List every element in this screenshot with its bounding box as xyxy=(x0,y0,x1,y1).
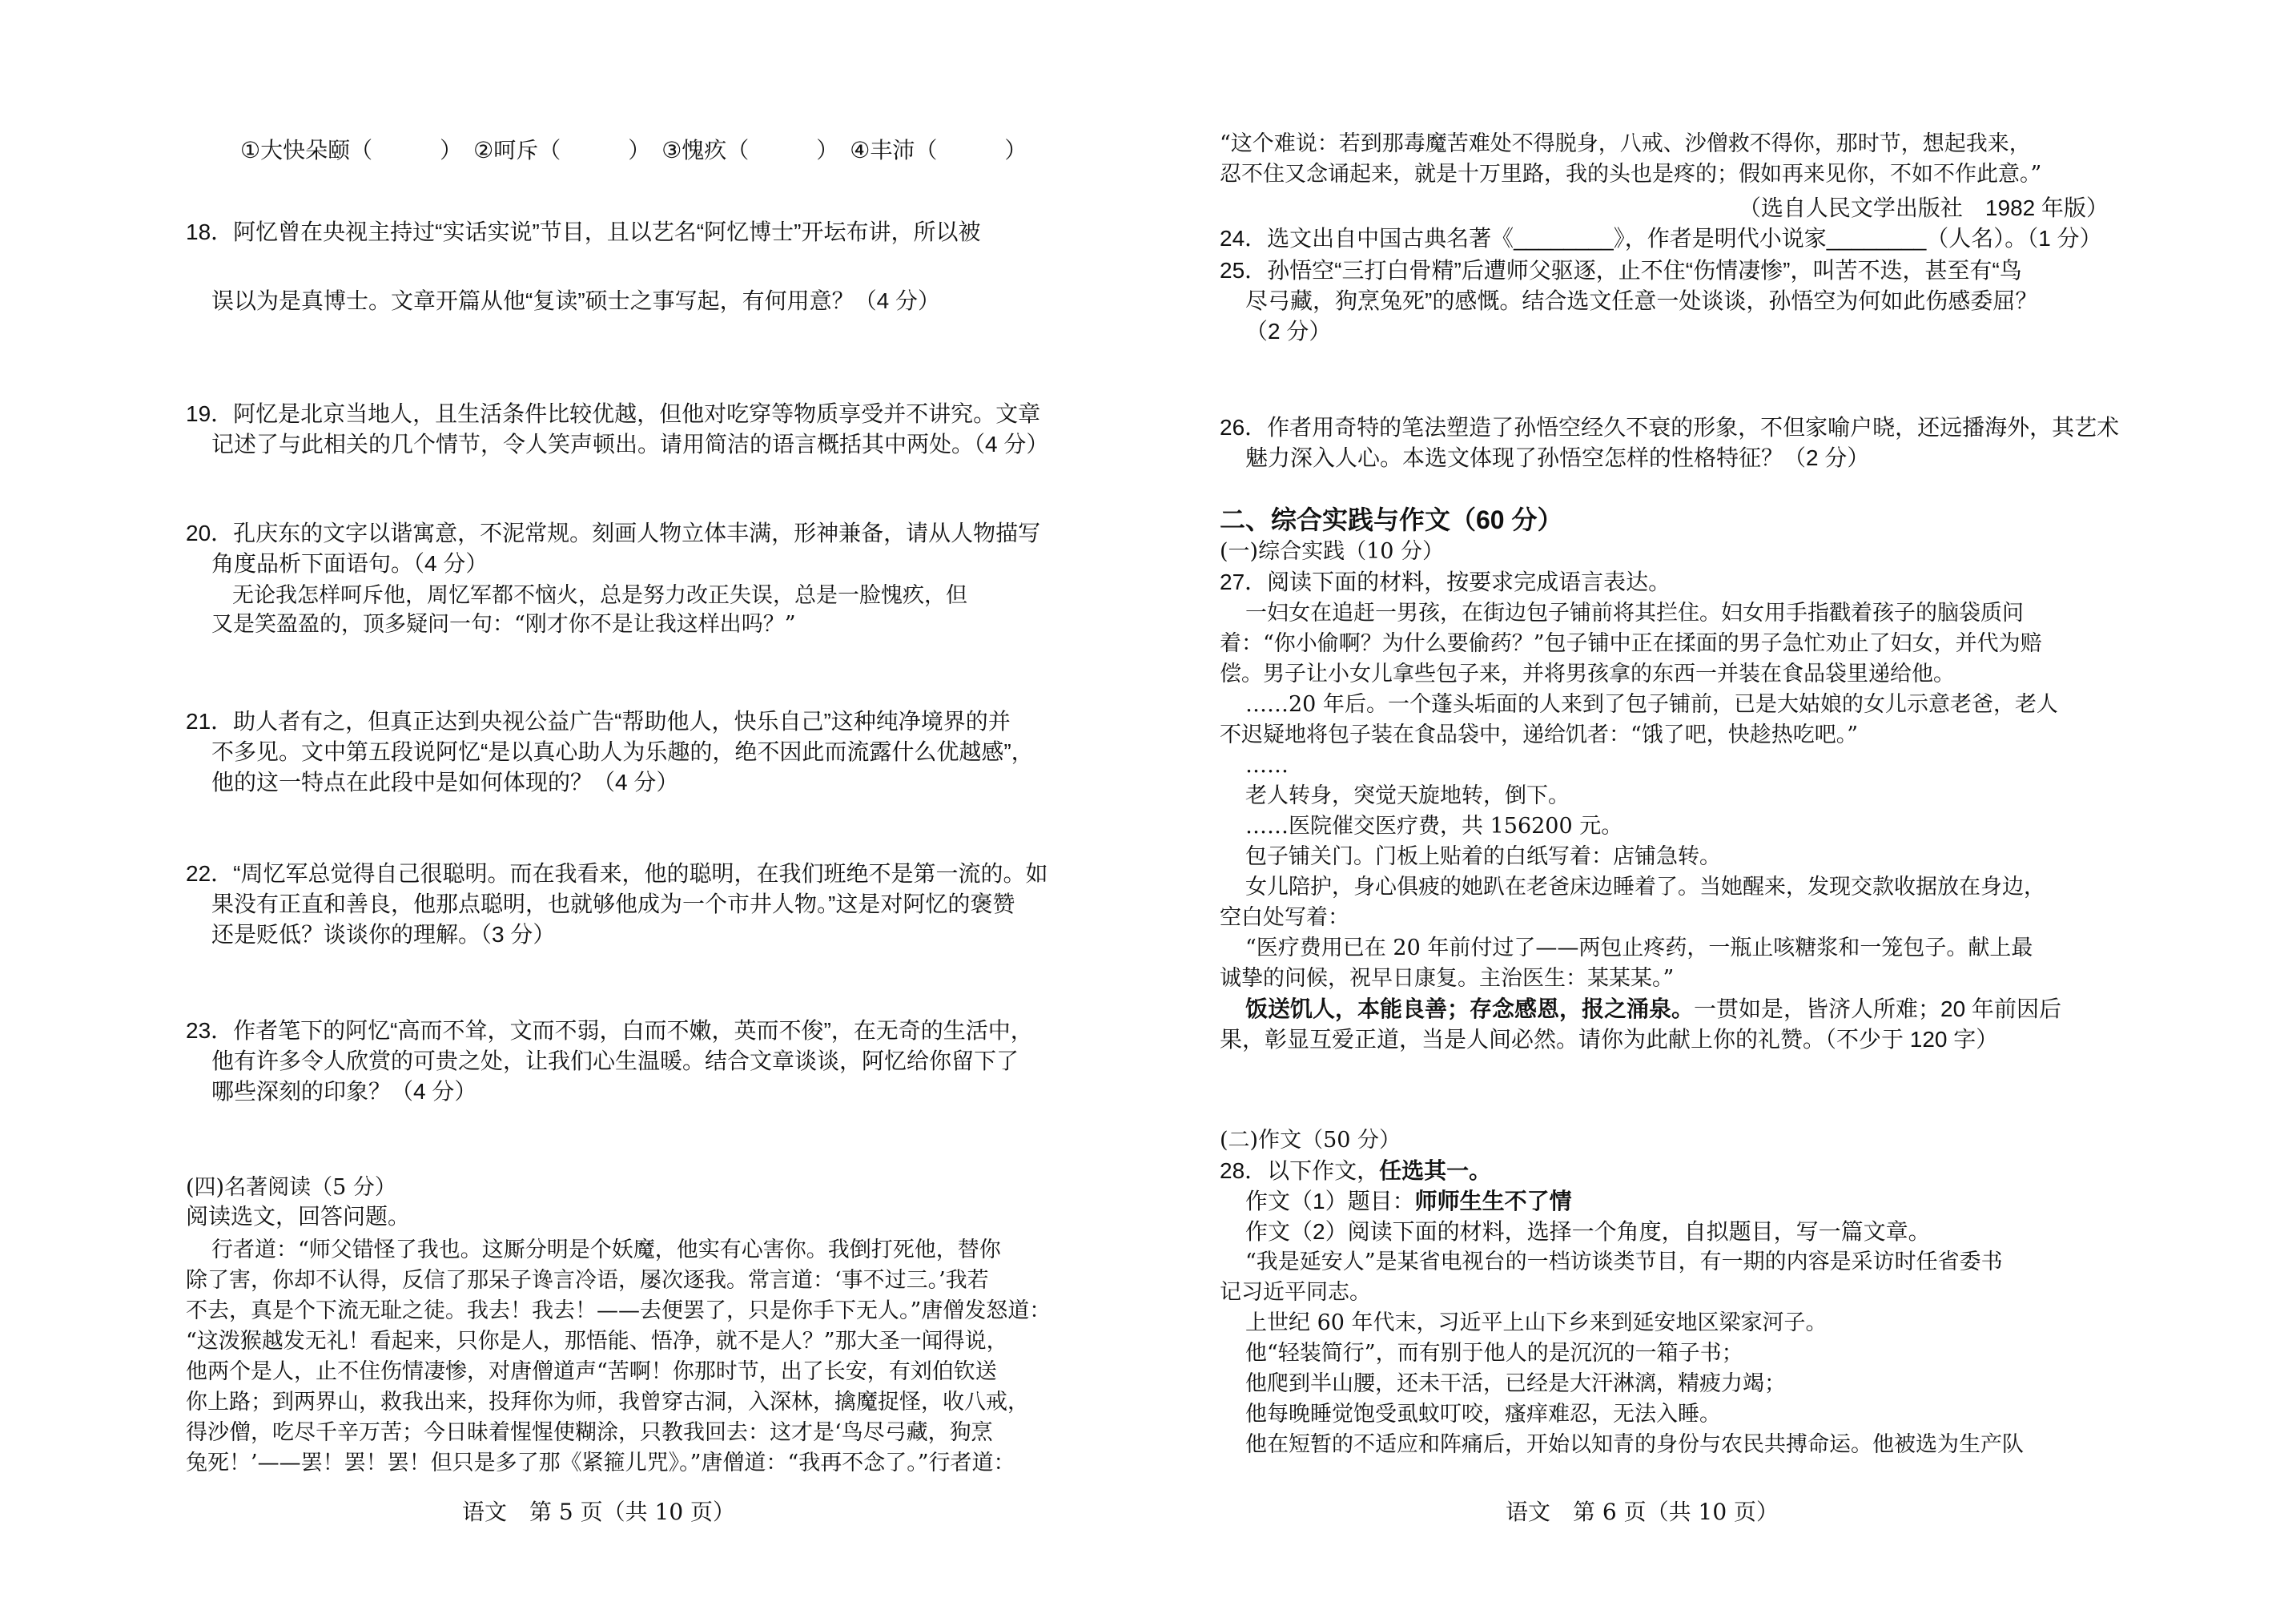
passage-continued: “这个难说：若到那毒魔苦难处不得脱身，八戒、沙僧救不得你，那时节，想起我来， 忍不住又念诵起来，就是十万里路，我的头也是疼的；假如再来见你，不如不作此意。” xyxy=(1220,131,2042,187)
page-footer-right: 语文 第 6 页（共 10 页） xyxy=(1506,1499,1779,1525)
section-4: (四)名著阅读（5 分） 阅读选文，回答问题。 行者道：“师父错怪了我也。这厮分明是个妖魔，他实有心害你。我倒打死他，替你 除了害，你却不认得，反信了那呆子谗言冷语，屡次逐我。常言道：‘事不过三。’我若 不去，真是个下流无耻之徒。我去！我去！——去便罢了，只是你手下无人。”唐僧发怒道： “这泼猴越发无礼！看起来，只你是人，那悟能、悟净，就不是人？”那大圣一闻得说， 他两个是人，止不住伤情凄惨，对唐僧道声“苦啊！你那时节，出了长安，有刘伯钦送 你上路；到两界山，救我出来，投拜你为师，我曾穿古洞，入深林，擒魔捉怪，收八戒， 得沙僧，吃尽千辛万苦；今日昧着惺惺使糊涂，只教我回去：这才是‘鸟尽弓藏，狗烹 兔死！’——罢！罢！罢！但只是多了那《紧箍儿咒》。”唐僧道：“我再不念了。”行者道： xyxy=(186,1175,1107,1476)
question-27-material: 一妇女在追赶一男孩，在街边包子铺前将其拦住。妇女用手指戳着孩子的脑袋质问 着：“你小偷啊？为什么要偷药？”包子铺中正在揉面的男子急忙劝止了妇女，并代为赔 偿。男子让小女儿拿些包子来，并将男孩拿的东西一并装在食品袋里递给他。 ……20 年后。一个蓬头垢面的人来到了包子铺前，已是大姑娘的女儿示意老爸，老人 不迟疑地将包子装在食品袋中，递给饥者：“饿了吧，快趁热吃吧。” …… 老人转身，突觉天旋地转，倒下。 ……医院催交医疗费，共 156200 元。 包子铺关门。门板上贴着的白纸写着：店铺急转。 女儿陪护，身心俱疲的她趴在老爸床边睡着了。当她醒来，发现交款收据放在身边， 空白处写着： “医疗费用已在 20 年前付过了——两包止疼药，一瓶止咳糖浆和一笼包子。献上最 诚挚的问候，祝早日康复。主治医生：某某某。” 饭送饥人，本能良善；存念感恩，报之涌泉。一贯如是，皆济人所难；20 年前因后 果，彰显互爱正道，当是人间必然。请你为此献上你的礼赞。（不少于 120 字） xyxy=(1220,601,2125,1052)
page-footer-left: 语文 第 5 页（共 10 页） xyxy=(462,1499,736,1525)
question-20: 20．孔庆东的文字以谐寓意，不泥常规。刻画人物立体丰满，形神兼备，请从人物描写 角度品析下面语句。（4 分） 无论我怎样呵斥他，周忆军都不恼火，总是努力改正失误，总是一脸愧疚，但 又是笑盈盈的，顶多疑问一句：“刚才你不是让我这样出吗？” xyxy=(186,521,1041,637)
right-page xyxy=(1220,0,2125,1622)
section-4-title: (四)名著阅读（5 分） xyxy=(186,1175,396,1200)
question-27-requirement: 饭送饥人，本能良善；存念感恩，报之涌泉。一贯如是，皆济人所难；20 年前因后 xyxy=(1245,996,2061,1021)
question-19: 19．阿忆是北京当地人，且生活条件比较优越，但他对吃穿等物质享受并不讲究。文章 记述了与此相关的几个情节，令人笑声顿出。请用简洁的语言概括其中两处。（4 分） xyxy=(186,401,1049,457)
essay-option-1: 作文（1）题目：师师生生不了情 xyxy=(1245,1189,1572,1213)
left-page xyxy=(186,0,1107,1622)
word-items: ①大快朵颐（ ） ②呵斥（ ） ③愧疚（ ） ④丰沛（ ） xyxy=(240,138,1027,163)
question-26: 26．作者用奇特的笔法塑造了孙悟空经久不衰的形象，不但家喻户晓，还远播海外，其艺术 魅力深入人心。本选文体现了孙悟空怎样的性格特征？（2 分） xyxy=(1220,415,2120,470)
question-28-title: 28．以下作文，任选其一。 xyxy=(1220,1158,1492,1183)
passage-source: （选自人民文学出版社 1982 年版） xyxy=(1738,195,2109,220)
question-21: 21．助人者有之，但真正达到央视公益广告“帮助他人，快乐自己”这种纯净境界的并 不多见。文中第五段说阿忆“是以真心助人为乐趣的，绝不因此而流露什么优越感”， 他的这一特点在此段中是如何体现的？（4 分） xyxy=(186,709,1034,795)
essay-option-2: 作文（2）阅读下面的材料，选择一个角度，自拟题目，写一篇文章。 xyxy=(1245,1219,1931,1244)
question-23: 23．作者笔下的阿忆“高而不耸，文而不弱，白而不嫩，英而不俊”，在无奇的生活中， 他有许多令人欣赏的可贵之处，让我们心生温暖。结合文章谈谈，阿忆给你留下了 哪些深刻的印象？（4 分） xyxy=(186,1018,1033,1104)
essay-2-material: “我是延安人”是某省电视台的一档访谈类节目，有一期的内容是采访时任省委书 记习近平同志。 上世纪 60 年代末，习近平上山下乡来到延安地区梁家河子。 他“轻装简行”，而有别于他人的是沉沉的一箱子书； 他爬到半山腰，还未干活，已经是大汗淋漓，精疲力竭； 他每晚睡觉饱受虱蚊叮咬，瘙痒难忍，无法入睡。 他在短暂的不适应和阵痛后，开始以知青的身份与农民共搏命运。他被选为生产队 xyxy=(1220,1250,2024,1457)
question-24: 24．选文出自中国古典名著《________》，作者是明代小说家________（人名）。（1 分） xyxy=(1220,226,2102,251)
subsection-2-title: (二)作文（50 分） xyxy=(1220,1128,1401,1153)
part-2-title: 二、综合实践与作文（60 分） xyxy=(1220,505,1563,534)
question-27-title: 27．阅读下面的材料，按要求完成语言表达。 xyxy=(1220,570,1671,594)
question-18: 18．阿忆曾在央视主持过“实话实说”节目，且以艺名“阿忆博士”开坛布讲，所以被 误以为是真博士。文章开篇从他“复读”硕士之事写起，有何用意？（4 分） xyxy=(186,219,981,313)
subsection-1-title: (一)综合实践（10 分） xyxy=(1220,539,1445,564)
question-25: 25．孙悟空“三打白骨精”后遭师父驱逐，止不住“伤情凄惨”，叫苦不迭，甚至有“鸟 尽弓藏，狗烹兔死”的感慨。结合选文任意一处谈谈，孙悟空为何如此伤感委屈？ （2 分） xyxy=(1220,258,2038,344)
question-22: 22．“周忆军总觉得自己很聪明。而在我看来，他的聪明，在我们班绝不是第一流的。如 果没有正直和善良，他那点聪明，也就够他成为一个市井人物。”这是对阿忆的褒赞 还是贬低？谈谈你的理解。（3 分） xyxy=(186,861,1048,947)
